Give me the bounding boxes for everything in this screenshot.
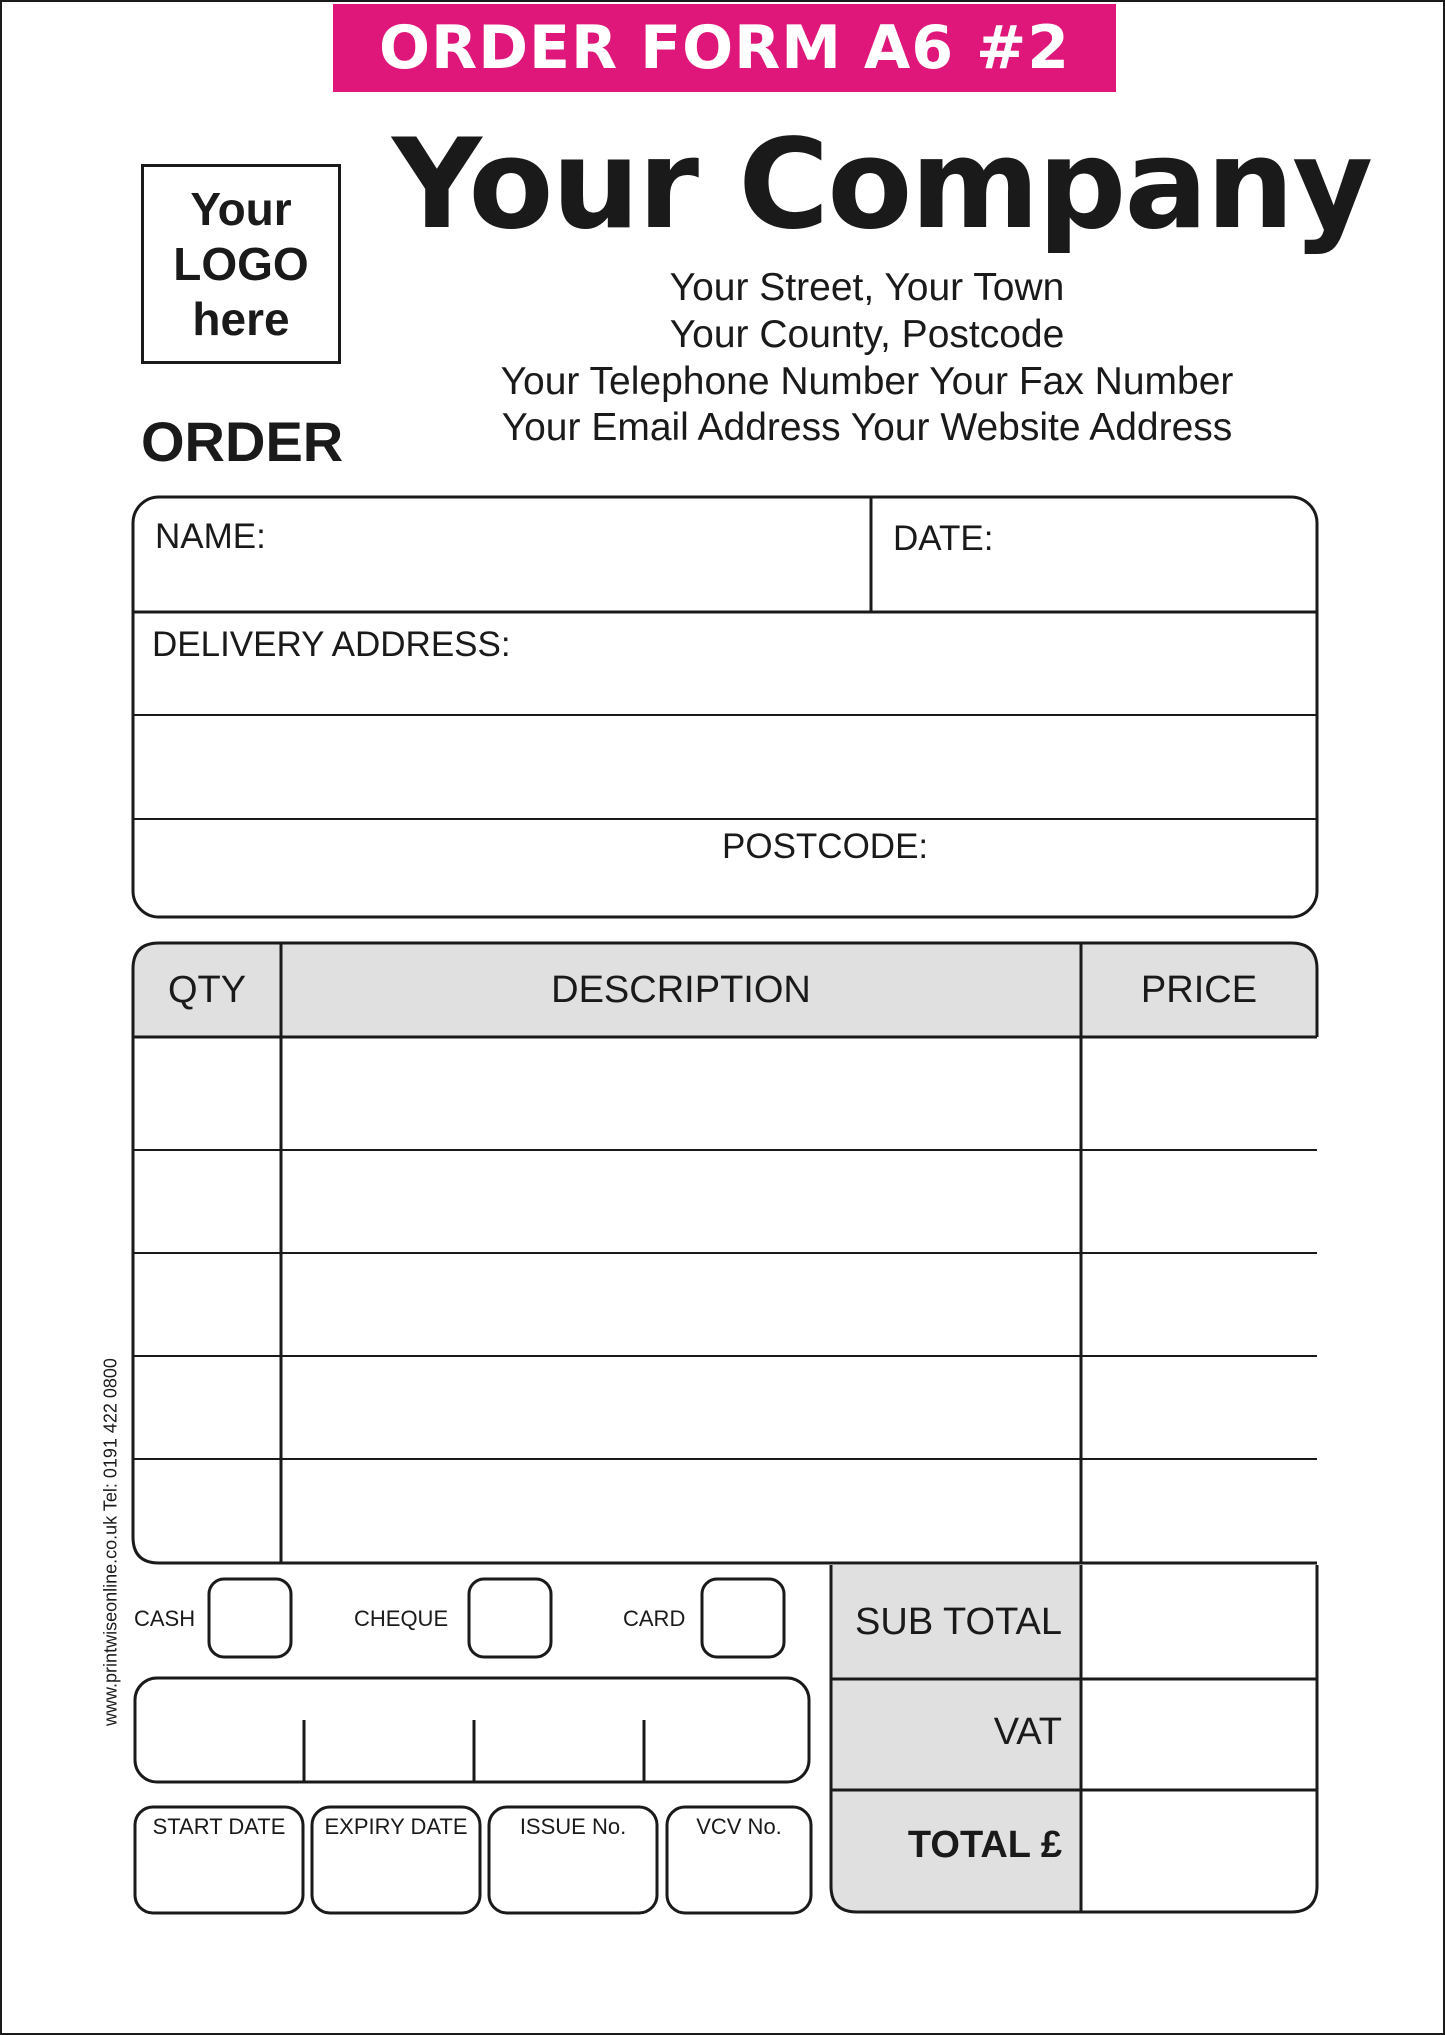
delivery-address-label: DELIVERY ADDRESS: — [152, 625, 511, 664]
company-name: Your Company — [392, 113, 1372, 257]
cheque-label: CHEQUE — [354, 1606, 449, 1631]
postcode-label: POSTCODE: — [722, 827, 929, 866]
company-contact-line-1: Your Telephone Number Your Fax Number — [500, 360, 1234, 403]
cheque-checkbox — [469, 1579, 551, 1657]
cash-label: CASH — [134, 1606, 196, 1631]
total-label: TOTAL £ — [907, 1824, 1062, 1866]
vat-label: VAT — [993, 1711, 1062, 1753]
description-header: DESCRIPTION — [551, 969, 811, 1011]
qty-header: QTY — [167, 969, 247, 1011]
card-checkbox — [702, 1579, 784, 1657]
card-number-box — [135, 1678, 809, 1782]
date-label: DATE: — [893, 519, 994, 558]
logo-line-2: LOGO — [173, 237, 309, 290]
vcv-number-label: VCV No. — [696, 1814, 782, 1839]
issue-number-label: ISSUE No. — [519, 1814, 627, 1839]
name-label: NAME: — [155, 517, 266, 556]
cash-checkbox — [209, 1579, 291, 1657]
company-address-line-2: Your County, Postcode — [669, 313, 1065, 356]
price-header: PRICE — [1140, 969, 1258, 1011]
subtotal-label: SUB TOTAL — [855, 1601, 1062, 1643]
company-address-line-1: Your Street, Your Town — [669, 266, 1065, 309]
banner-title: ORDER FORM A6 #2 — [379, 13, 1070, 83]
form-title: ORDER — [141, 410, 344, 473]
logo-line-1: Your — [190, 182, 292, 235]
printer-credit: www.printwiseonline.co.uk Tel: 0191 422 0800 — [100, 1358, 121, 1726]
card-label: CARD — [623, 1606, 686, 1631]
expiry-date-label: EXPIRY DATE — [324, 1814, 468, 1839]
logo-line-3: here — [192, 292, 290, 345]
company-contact-line-2: Your Email Address Your Website Address — [501, 406, 1233, 449]
start-date-label: START DATE — [152, 1814, 286, 1839]
